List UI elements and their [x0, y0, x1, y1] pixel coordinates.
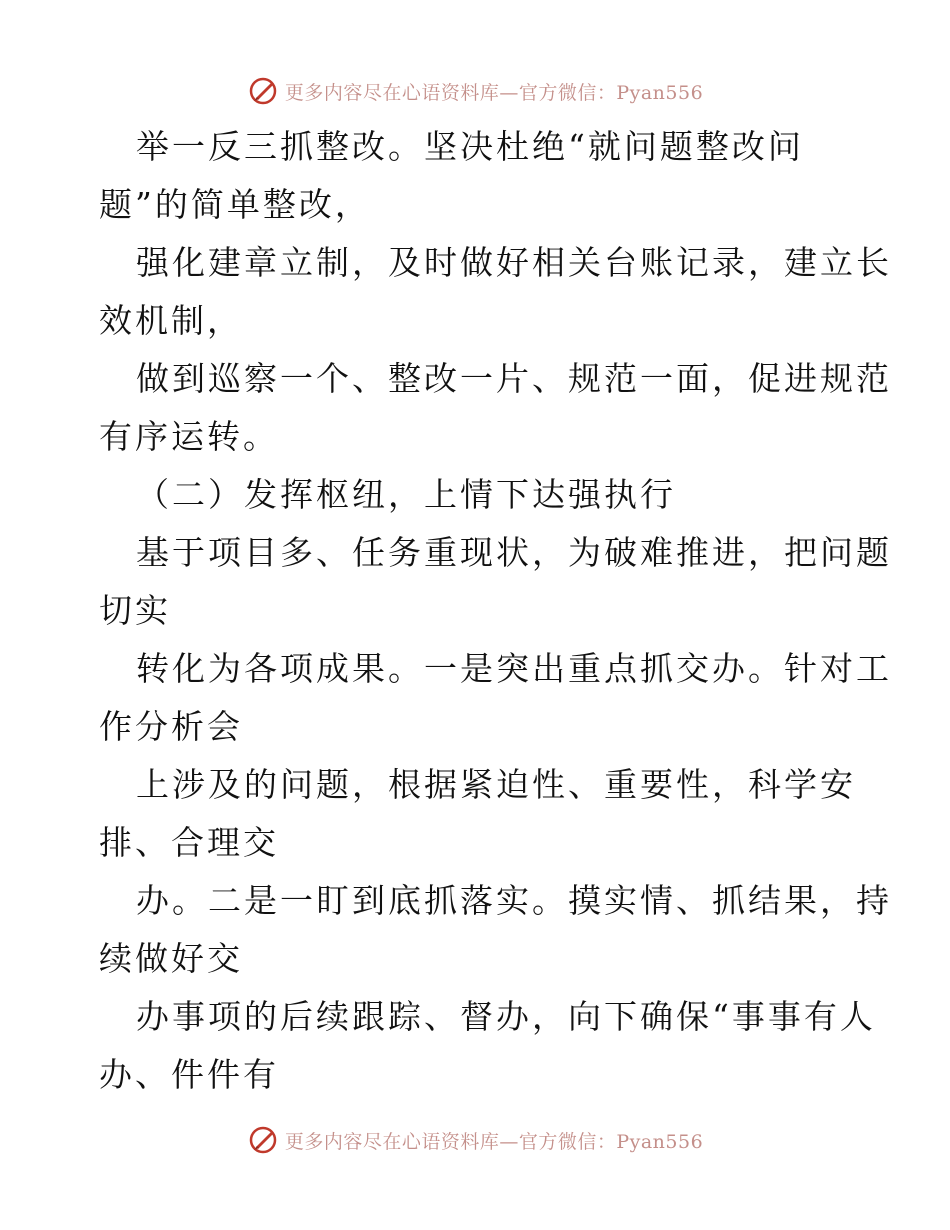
- body-line: 作分析会: [99, 707, 243, 746]
- body-line: 题”的简单整改，: [99, 185, 371, 224]
- section-heading: （二）发挥枢纽，上情下达强执行: [136, 475, 676, 514]
- body-line: 强化建章立制，及时做好相关台账记录，建立长: [136, 243, 892, 282]
- body-line: 续做好交: [99, 939, 243, 978]
- body-line: 转化为各项成果。一是突出重点抓交办。针对工: [136, 649, 892, 688]
- body-line: 有序运转。: [99, 417, 279, 456]
- body-line: 排、合理交: [99, 823, 279, 862]
- body-line: 基于项目多、任务重现状，为破难推进，把问题: [136, 533, 892, 572]
- quill-pen-logo-icon: [247, 1124, 279, 1156]
- footer-banner: [0, 1120, 950, 1160]
- body-line: 办、件件有: [99, 1055, 279, 1094]
- footer-banner-text: 更多内容尽在心语资料库—官方微信：Pyan556: [284, 1130, 704, 1153]
- quill-pen-logo-icon: [247, 75, 279, 107]
- body-line: 效机制，: [99, 301, 243, 340]
- header-banner: [0, 71, 950, 111]
- body-line: 办事项的后续跟踪、督办，向下确保“事事有人: [136, 997, 876, 1036]
- header-banner-text: 更多内容尽在心语资料库—官方微信：Pyan556: [284, 81, 704, 104]
- body-line: 做到巡察一个、整改一片、规范一面，促进规范: [136, 359, 892, 398]
- body-line: 举一反三抓整改。坚决杜绝“就问题整改问: [136, 127, 804, 166]
- body-line: 办。二是一盯到底抓落实。摸实情、抓结果，持: [136, 881, 892, 920]
- body-line: 切实: [99, 591, 171, 630]
- document-body: [99, 118, 892, 1104]
- body-line: 上涉及的问题，根据紧迫性、重要性，科学安: [136, 765, 856, 804]
